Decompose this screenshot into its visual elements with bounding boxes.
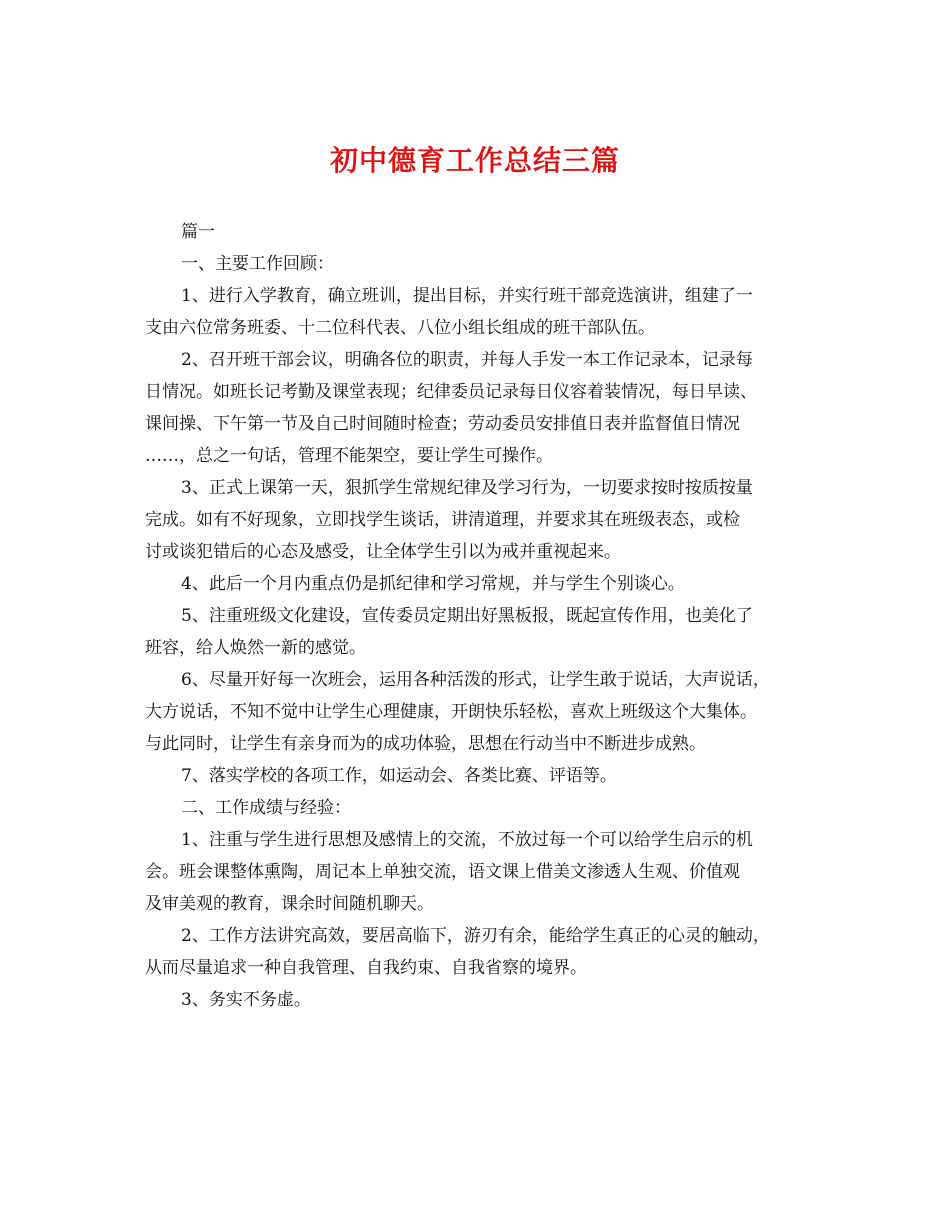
- text-line: ……，总之一句话，管理不能架空，要让学生可操作。: [145, 446, 553, 466]
- text-line: 篇一: [181, 222, 215, 242]
- text-line: 课间操、下午第一节及自己时间随时检查；劳动委员安排值日表并监督值日情况: [145, 414, 740, 434]
- text-line: 日情况。如班长记考勤及课堂表现；纪律委员记录每日仪容着装情况，每日早读、: [145, 382, 757, 402]
- text-line: 讨或谈犯错后的心态及感受，让全体学生引以为戒并重视起来。: [145, 542, 621, 562]
- text-line: 1、注重与学生进行思想及感情上的交流，不放过每一个可以给学生启示的机: [181, 830, 753, 850]
- text-line: 6、尽量开好每一次班会，运用各种活泼的形式，让学生敢于说话，大声说话，: [181, 670, 770, 690]
- text-line: 1、进行入学教育，确立班训，提出目标，并实行班干部竞选演讲，组建了一: [181, 286, 753, 306]
- text-line: 班容，给人焕然一新的感觉。: [145, 638, 366, 658]
- text-line: 7、落实学校的各项工作，如运动会、各类比赛、评语等。: [181, 766, 617, 786]
- text-line: 2、召开班干部会议，明确各位的职责，并每人手发一本工作记录本，记录每: [181, 350, 753, 370]
- text-line: 及审美观的教育，课余时间随机聊天。: [145, 894, 434, 914]
- text-line: 2、工作方法讲究高效，要居高临下，游刃有余，能给学生真正的心灵的触动，: [181, 926, 770, 946]
- text-line: 3、务实不务虚。: [181, 990, 311, 1010]
- document-title: 初中德育工作总结三篇: [329, 144, 620, 177]
- text-line: 5、注重班级文化建设，宣传委员定期出好黑板报，既起宣传作用，也美化了: [181, 606, 753, 626]
- text-line: 4、此后一个月内重点仍是抓纪律和学习常规，并与学生个别谈心。: [181, 574, 685, 594]
- document-body: [145, 216, 820, 1016]
- text-line: 会。班会课整体熏陶，周记本上单独交流，语文课上借美文渗透人生观、价值观: [145, 862, 740, 882]
- text-line: 一、主要工作回顾：: [181, 254, 334, 274]
- text-line: 大方说话，不知不觉中让学生心理健康，开朗快乐轻松，喜欢上班级这个大集体。: [145, 702, 757, 722]
- text-line: 二、工作成绩与经验：: [181, 798, 351, 818]
- text-line: 完成。如有不好现象，立即找学生谈话，讲清道理，并要求其在班级表态，或检: [145, 510, 740, 530]
- text-line: 3、正式上课第一天，狠抓学生常规纪律及学习行为，一切要求按时按质按量: [181, 478, 753, 498]
- text-line: 与此同时，让学生有亲身而为的成功体验，思想在行动当中不断进步成熟。: [145, 734, 706, 754]
- text-line: 支由六位常务班委、十二位科代表、八位小组长组成的班干部队伍。: [145, 318, 655, 338]
- text-line: 从而尽量追求一种自我管理、自我约束、自我省察的境界。: [145, 958, 587, 978]
